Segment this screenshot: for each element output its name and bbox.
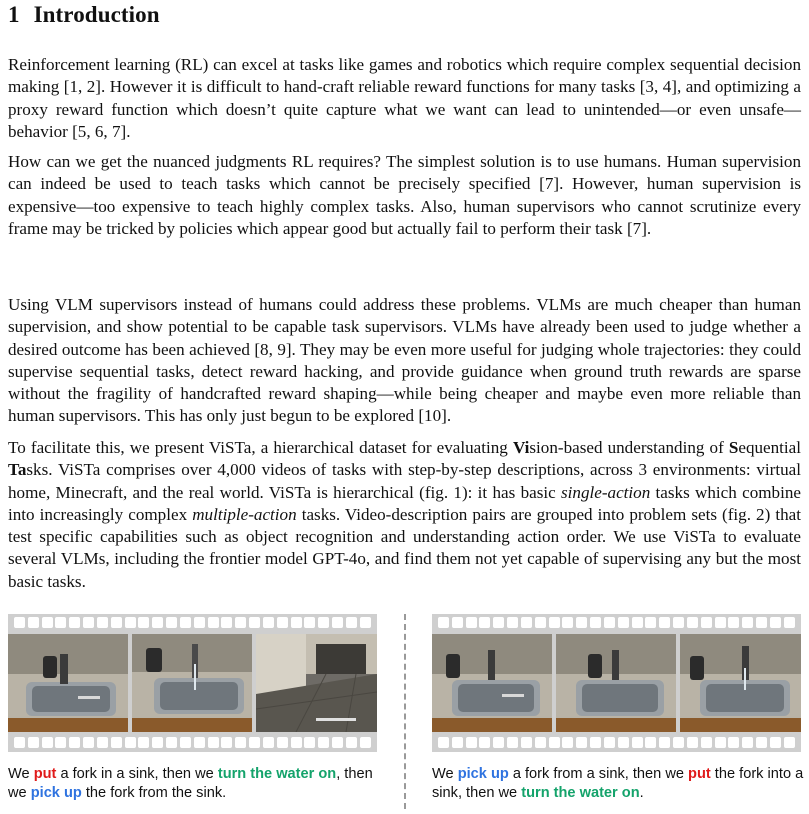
film-holes-bottom	[438, 737, 795, 749]
film-sprocket-hole	[590, 737, 601, 748]
caption-text: the fork from the sink.	[81, 784, 227, 801]
film-sprocket-hole	[249, 737, 260, 748]
film-sprocket-hole	[111, 617, 122, 628]
section-heading	[8, 2, 160, 28]
film-sprocket-hole	[69, 617, 80, 628]
section-title: Introduction	[33, 2, 160, 27]
film-sprocket-hole	[715, 737, 726, 748]
film-sprocket-hole	[673, 617, 684, 628]
film-sprocket-hole	[304, 617, 315, 628]
film-sprocket-hole	[291, 737, 302, 748]
film-sprocket-hole	[604, 737, 615, 748]
film-sprocket-hole	[770, 737, 781, 748]
film-sprocket-hole	[208, 617, 219, 628]
film-sprocket-hole	[452, 617, 463, 628]
film-sprocket-hole	[125, 737, 136, 748]
film-sprocket-hole	[346, 617, 357, 628]
film-sprocket-hole	[360, 617, 371, 628]
film-sprocket-hole	[549, 617, 560, 628]
section-number: 1	[8, 2, 20, 27]
video-frame-sink-pick	[432, 634, 552, 732]
film-sprocket-hole	[97, 617, 108, 628]
action-put: put	[688, 766, 711, 782]
film-sprocket-hole	[479, 737, 490, 748]
caption-text: the fork into a sink, then we	[432, 766, 804, 801]
caption-text: .	[639, 784, 644, 801]
film-sprocket-hole	[535, 737, 546, 748]
film-sprocket-hole	[83, 617, 94, 628]
film-sprocket-hole	[42, 737, 53, 748]
film-sprocket-hole	[466, 737, 477, 748]
film-sprocket-hole	[249, 617, 260, 628]
film-strip-right	[432, 614, 801, 752]
film-sprocket-hole	[576, 737, 587, 748]
video-frame-water-on	[132, 634, 252, 732]
film-sprocket-hole	[742, 617, 753, 628]
film-sprocket-hole	[28, 617, 39, 628]
p4-bold-vi: Vi	[512, 438, 530, 457]
film-sprocket-hole	[291, 617, 302, 628]
film-sprocket-hole	[701, 737, 712, 748]
action-turn-water-on: turn the water on	[521, 784, 640, 801]
film-sprocket-hole	[180, 617, 191, 628]
film-sprocket-hole	[687, 617, 698, 628]
film-sprocket-hole	[28, 737, 39, 748]
film-sprocket-hole	[318, 737, 329, 748]
film-sprocket-hole	[687, 737, 698, 748]
film-sprocket-hole	[180, 737, 191, 748]
film-sprocket-hole	[125, 617, 136, 628]
film-sprocket-hole	[618, 617, 629, 628]
p4-text-5: tasks which combine into increasingly complex	[8, 482, 801, 524]
film-sprocket-hole	[673, 737, 684, 748]
film-sprocket-hole	[645, 617, 656, 628]
film-sprocket-hole	[55, 737, 66, 748]
film-sprocket-hole	[332, 617, 343, 628]
caption-text: We	[8, 766, 34, 782]
film-sprocket-hole	[83, 737, 94, 748]
film-holes-top	[14, 617, 371, 629]
action-pick-up: pick up	[457, 766, 509, 782]
film-sprocket-hole	[604, 617, 615, 628]
action-put: put	[33, 766, 57, 782]
film-sprocket-hole	[69, 737, 80, 748]
film-sprocket-hole	[14, 737, 25, 748]
film-sprocket-hole	[728, 617, 739, 628]
film-sprocket-hole	[701, 617, 712, 628]
action-pick-up: pick up	[30, 784, 82, 801]
film-sprocket-hole	[618, 737, 629, 748]
film-sprocket-hole	[304, 737, 315, 748]
film-sprocket-hole	[507, 617, 518, 628]
film-sprocket-hole	[562, 617, 573, 628]
paragraph-2: How can we get the nuanced judgments RL requires? The simplest solution is to use humans. Human supervision can indeed be used to teach tasks which cannot be precisely specified [7]. However, human supervision is expensive—too expensive to teach highly complex tasks. Also, human supervisors who cannot scrutinize every frame may be tricked by policies which appear good but actually fail to perform their task [7].	[8, 152, 801, 238]
film-sprocket-hole	[659, 737, 670, 748]
film-sprocket-hole	[784, 617, 795, 628]
paragraph-1: Reinforcement learning (RL) can excel at tasks like games and robotics which require complex sequential decision making [1, 2]. However it is difficult to hand-craft reliable reward functions for many tasks [3, 4], and optimizing a proxy reward function which doesn’t quite capture what we want can lead to unintended—or even unsafe—behavior [5, 6, 7].	[8, 55, 801, 141]
film-sprocket-hole	[756, 737, 767, 748]
film-sprocket-hole	[756, 617, 767, 628]
film-sprocket-hole	[221, 617, 232, 628]
film-sprocket-hole	[645, 737, 656, 748]
film-sprocket-hole	[576, 617, 587, 628]
p4-bold-ta: Ta	[8, 460, 27, 480]
film-sprocket-hole	[235, 617, 246, 628]
film-sprocket-hole	[521, 617, 532, 628]
film-sprocket-hole	[166, 617, 177, 628]
film-sprocket-hole	[742, 737, 753, 748]
figure-divider	[404, 614, 406, 809]
video-frame-floor-fork	[256, 634, 377, 732]
film-sprocket-hole	[438, 737, 449, 748]
film-sprocket-hole	[493, 737, 504, 748]
film-sprocket-hole	[466, 617, 477, 628]
film-sprocket-hole	[535, 617, 546, 628]
film-sprocket-hole	[479, 617, 490, 628]
film-holes-top	[438, 617, 795, 629]
film-sprocket-hole	[55, 617, 66, 628]
film-sprocket-hole	[152, 737, 163, 748]
figure-caption-left	[8, 765, 380, 802]
film-sprocket-hole	[111, 737, 122, 748]
film-strip-left	[8, 614, 377, 752]
film-sprocket-hole	[263, 617, 274, 628]
film-sprocket-hole	[507, 737, 518, 748]
film-sprocket-hole	[521, 737, 532, 748]
video-frame-sink-fork	[8, 634, 128, 732]
film-sprocket-hole	[632, 617, 643, 628]
film-sprocket-hole	[332, 737, 343, 748]
film-sprocket-hole	[152, 617, 163, 628]
film-sprocket-hole	[659, 617, 670, 628]
figure-caption-right	[432, 765, 804, 802]
paragraph-3: Using VLM supervisors instead of humans could address these problems. VLMs are much cheaper than human supervision, and show potential to be capable task supervisors. VLMs have already been used to judge whether a desired outcome has been achieved [8, 9]. They may be even more useful for judging whole trajectories: they could supervise sequential tasks, detect reward hacking, and provide guidance when ground truth rewards are sparse without the fragility of handcrafted reward shaping—while being cheaper and maybe even more reliable than human supervisors. This has only just begun to be explored [10].	[8, 295, 801, 426]
film-sprocket-hole	[318, 617, 329, 628]
film-sprocket-hole	[770, 617, 781, 628]
film-sprocket-hole	[194, 737, 205, 748]
film-sprocket-hole	[360, 737, 371, 748]
film-sprocket-hole	[493, 617, 504, 628]
film-sprocket-hole	[138, 737, 149, 748]
p4-text-2: sion-based understanding of	[529, 438, 729, 457]
film-sprocket-hole	[715, 617, 726, 628]
paragraph-4	[8, 437, 801, 593]
caption-text: We	[432, 766, 458, 782]
video-frame-water-on-2	[680, 634, 801, 732]
film-sprocket-hole	[194, 617, 205, 628]
film-sprocket-hole	[277, 617, 288, 628]
film-holes-bottom	[14, 737, 371, 749]
p4-text-3: equential	[738, 438, 802, 457]
p4-text-6: tasks. Video-description pairs are grouped into problem sets (fig. 2) that test specific capabilities such as object recognition and understanding action order. We use ViSTa to evaluate several VLMs, including the frontier model GPT-4o, and find them not yet capable of supervising any but the most basic tasks.	[8, 504, 801, 591]
p4-italic-multiple-action: multiple-action	[192, 504, 297, 524]
p4-text-4: sks. ViSTa comprises over 4,000 videos of tasks with step-by-step descriptions, across 3 environments: virtual home, Minecraft, and the real world. ViSTa is hierarchical (fig. 1): it has basic	[8, 460, 801, 502]
film-sprocket-hole	[221, 737, 232, 748]
film-sprocket-hole	[235, 737, 246, 748]
caption-text: a fork from a sink, then we	[508, 766, 689, 782]
film-sprocket-hole	[438, 617, 449, 628]
p4-italic-single-action: single-action	[561, 482, 651, 502]
film-sprocket-hole	[97, 737, 108, 748]
p4-text-1: To facilitate this, we present ViSTa, a hierarchical dataset for evaluating	[8, 438, 513, 457]
film-sprocket-hole	[138, 617, 149, 628]
film-sprocket-hole	[346, 737, 357, 748]
p4-bold-s: S	[728, 438, 739, 457]
caption-text: , then we	[8, 766, 373, 801]
film-sprocket-hole	[263, 737, 274, 748]
film-sprocket-hole	[166, 737, 177, 748]
film-sprocket-hole	[42, 617, 53, 628]
film-sprocket-hole	[784, 737, 795, 748]
film-sprocket-hole	[728, 737, 739, 748]
caption-text: a fork in a sink, then we	[56, 766, 218, 782]
film-sprocket-hole	[590, 617, 601, 628]
action-turn-water-on: turn the water on	[217, 766, 337, 782]
film-sprocket-hole	[562, 737, 573, 748]
video-frame-sink-put	[556, 634, 676, 732]
film-sprocket-hole	[452, 737, 463, 748]
film-sprocket-hole	[549, 737, 560, 748]
film-sprocket-hole	[208, 737, 219, 748]
film-sprocket-hole	[14, 617, 25, 628]
film-sprocket-hole	[632, 737, 643, 748]
film-sprocket-hole	[277, 737, 288, 748]
